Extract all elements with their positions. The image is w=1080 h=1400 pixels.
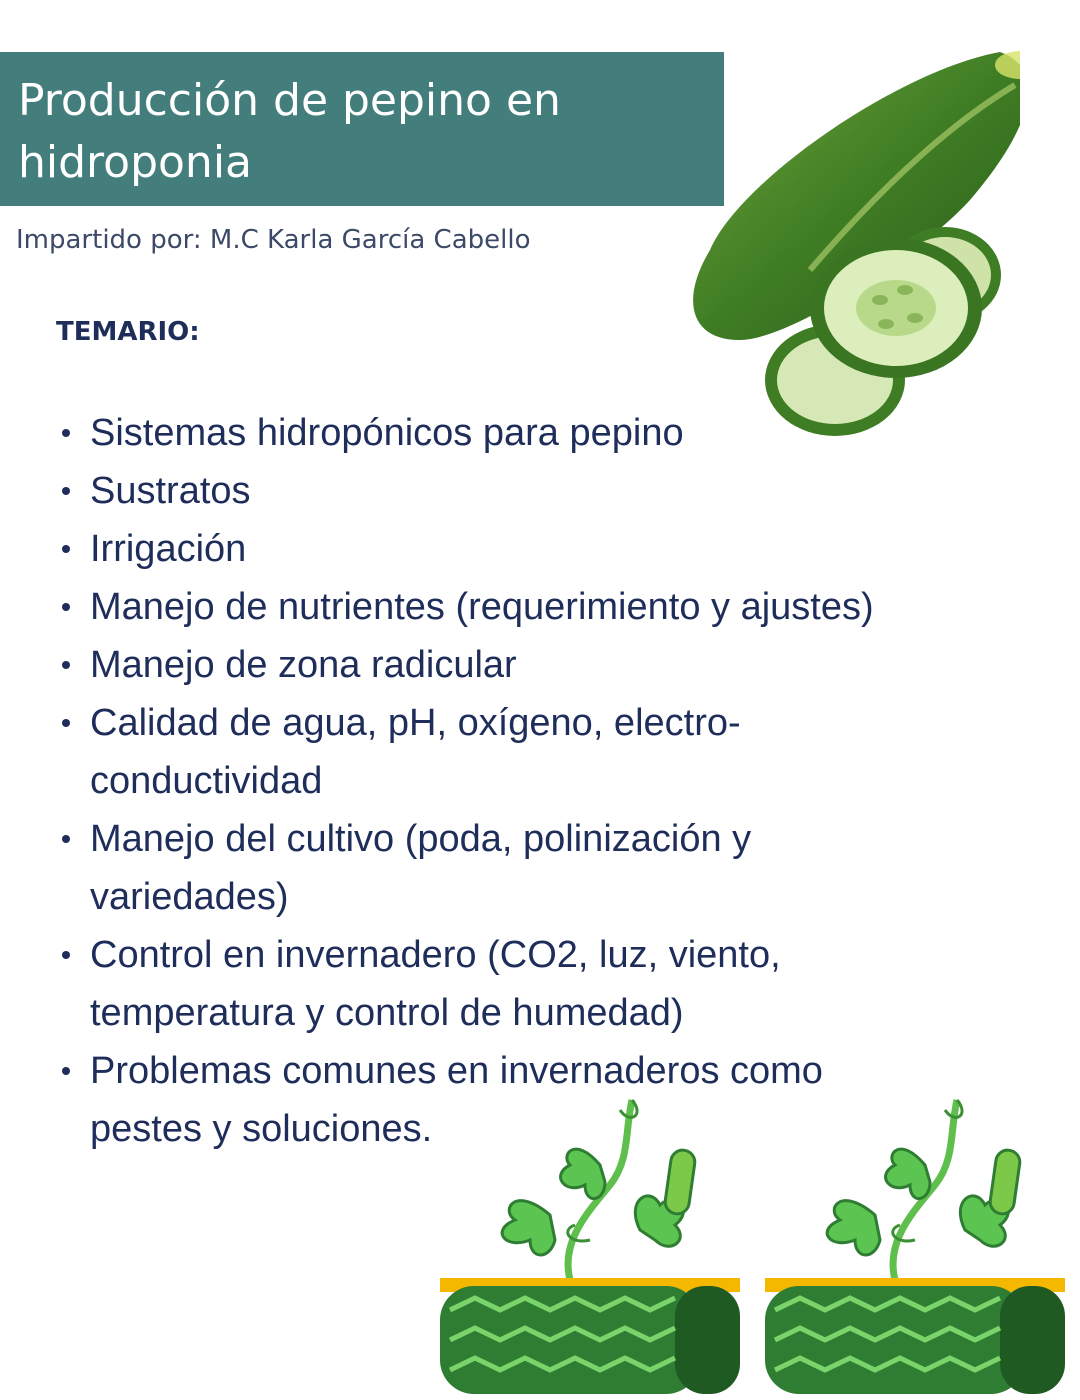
- topic-text: Calidad de agua, pH, oxígeno, electro-conductividad: [90, 702, 741, 802]
- topic-item: [56, 578, 976, 636]
- topic-item: [56, 636, 976, 694]
- bullet-icon: [62, 603, 70, 611]
- bullet-icon: [62, 719, 70, 727]
- topic-text: Problemas comunes en invernaderos como pestes y soluciones.: [90, 1050, 823, 1150]
- topic-text: Sustratos: [90, 470, 251, 512]
- topic-text: Irrigación: [90, 528, 247, 570]
- potted-plant-left: [440, 1100, 740, 1394]
- topic-text: Sistemas hidropónicos para pepino: [90, 412, 684, 454]
- topic-item: [56, 404, 976, 462]
- bullet-icon: [62, 429, 70, 437]
- topic-text: Control en invernadero (CO2, luz, viento, temperatura y control de humedad): [90, 934, 781, 1034]
- bullet-icon: [62, 951, 70, 959]
- potted-cucumber-plants: [420, 1090, 1080, 1400]
- temario-heading: TEMARIO:: [56, 317, 200, 347]
- topic-item: [56, 462, 976, 520]
- potted-plant-right: [765, 1100, 1065, 1394]
- bullet-icon: [62, 1067, 70, 1075]
- topics-list: [56, 404, 976, 1158]
- topic-item: [56, 926, 890, 1042]
- topic-text: Manejo de zona radicular: [90, 644, 517, 686]
- bullet-icon: [62, 545, 70, 553]
- bullet-icon: [62, 487, 70, 495]
- instructor-line: Impartido por: M.C Karla García Cabello: [16, 225, 531, 255]
- bullet-icon: [62, 835, 70, 843]
- page-title: Producción de pepino en hidroponia: [18, 75, 561, 188]
- topic-text: Manejo del cultivo (poda, polinización y variedades): [90, 818, 752, 918]
- topic-item: [56, 810, 850, 926]
- topic-item: [56, 694, 850, 810]
- bullet-icon: [62, 661, 70, 669]
- topic-text: Manejo de nutrientes (requerimiento y ajustes): [90, 586, 874, 628]
- topic-item: [56, 520, 976, 578]
- cucumber-illustration: [690, 40, 1020, 440]
